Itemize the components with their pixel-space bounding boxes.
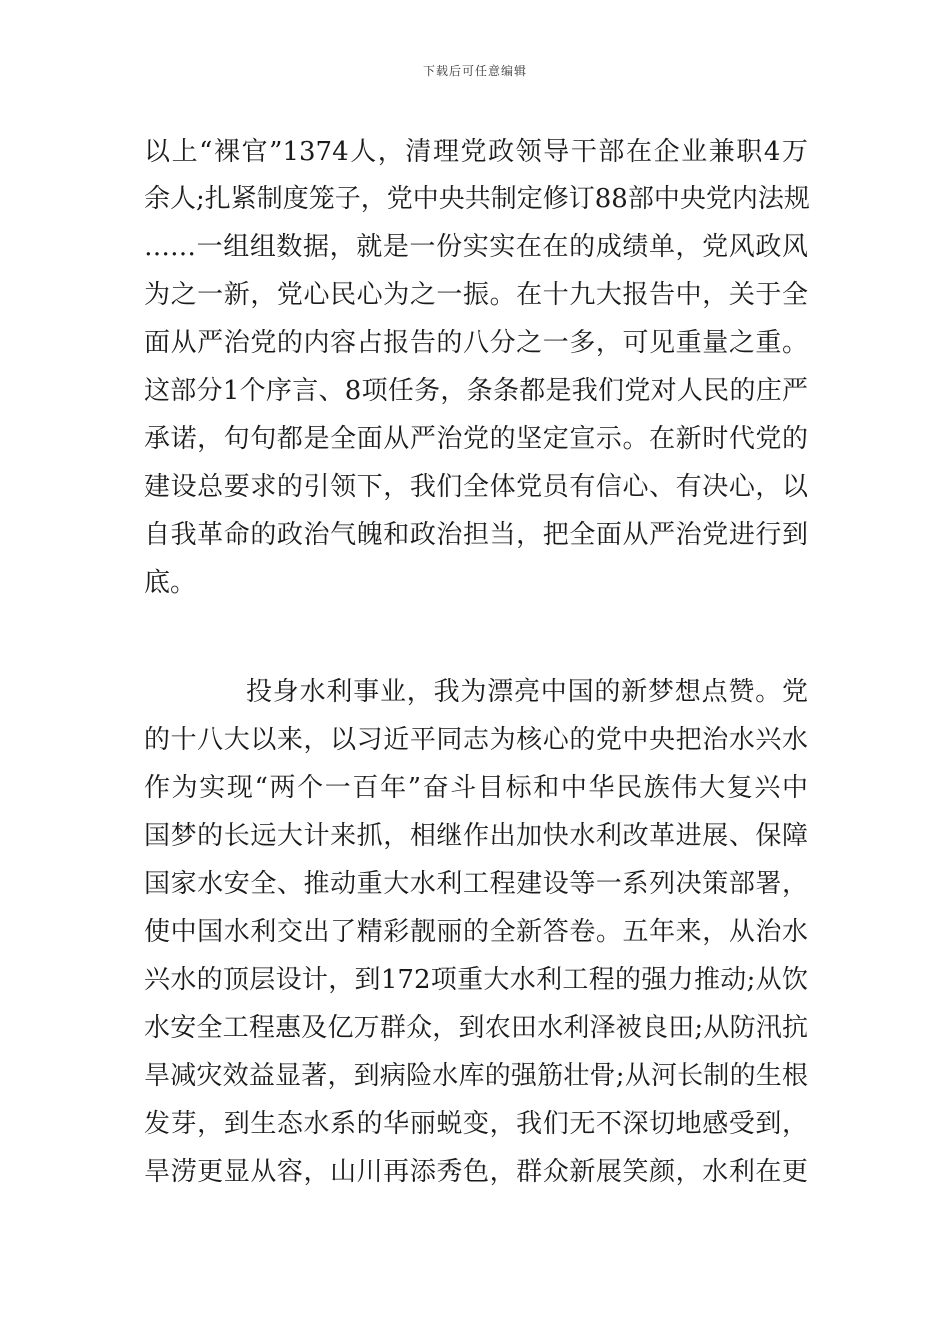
paragraph-line: 余人;扎紧制度笼子，党中央共制定修订88部中央党内法规 bbox=[144, 184, 810, 214]
paragraph-line: 自我革命的政治气魄和政治担当，把全面从严治党进行到 bbox=[144, 520, 808, 550]
paragraph-line: 旱涝更显从容，山川再添秀色，群众新展笑颜，水利在更 bbox=[144, 1157, 808, 1187]
paragraph-line: 建设总要求的引领下，我们全体党员有信心、有决心，以 bbox=[144, 472, 808, 502]
paragraph-line: 旱减灾效益显著，到病险水库的强筋壮骨;从河长制的生根 bbox=[144, 1061, 808, 1091]
paragraph-line: 国家水安全、推动重大水利工程建设等一系列决策部署， bbox=[144, 869, 808, 899]
paragraph-line: 国梦的长远大计来抓，相继作出加快水利改革进展、保障 bbox=[144, 821, 808, 851]
paragraph-line: 底。 bbox=[144, 568, 197, 598]
paragraph-line: 以上“裸官”1374人，清理党政领导干部在企业兼职4万 bbox=[144, 137, 808, 167]
paragraph-line: 的十八大以来，以习近平同志为核心的党中央把治水兴水 bbox=[144, 725, 808, 755]
paragraph-line: 发芽，到生态水系的华丽蜕变，我们无不深切地感受到， bbox=[144, 1109, 808, 1139]
paragraph-line: 使中国水利交出了精彩靓丽的全新答卷。五年来，从治水 bbox=[144, 917, 808, 947]
paragraph-line: 面从严治党的内容占报告的八分之一多，可见重量之重。 bbox=[144, 328, 808, 358]
header-note: 下载后可任意编辑 bbox=[422, 64, 527, 78]
paragraph-line: 承诺，句句都是全面从严治党的坚定宣示。在新时代党的 bbox=[144, 424, 808, 454]
paragraph-line: 兴水的顶层设计，到172项重大水利工程的强力推动;从饮 bbox=[144, 965, 808, 995]
paragraph-line: 作为实现“两个一百年”奋斗目标和中华民族伟大复兴中 bbox=[144, 773, 808, 803]
paragraph-line: 水安全工程惠及亿万群众，到农田水利泽被良田;从防汛抗 bbox=[144, 1013, 808, 1043]
paragraph-line: ……一组组数据，就是一份实实在在的成绩单，党风政风 bbox=[144, 232, 808, 262]
paragraph-line: 为之一新，党心民心为之一振。在十九大报告中，关于全 bbox=[144, 280, 808, 310]
paragraph-line: 投身水利事业，我为漂亮中国的新梦想点赞。党 bbox=[246, 677, 808, 707]
paragraph-line: 这部分1个序言、8项任务，条条都是我们党对人民的庄严 bbox=[144, 376, 808, 406]
